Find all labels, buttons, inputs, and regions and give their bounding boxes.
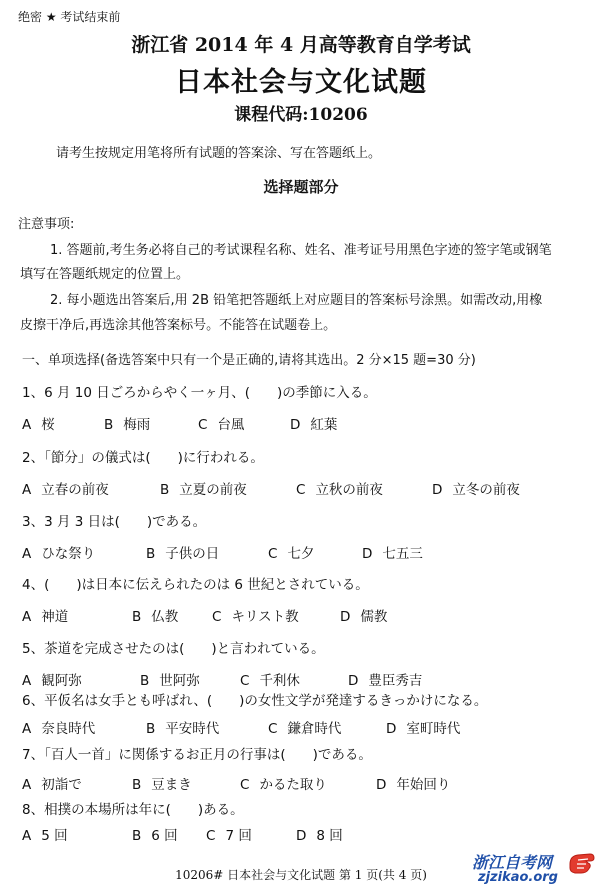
answer-option: [146, 717, 219, 737]
option-text: 室町時代: [406, 721, 461, 737]
question-options: [22, 478, 592, 498]
option-letter: D: [340, 609, 351, 625]
option-text: 仏教: [151, 609, 179, 625]
answer-option: [290, 413, 337, 433]
question-stem: 4、( )は日本に伝えられたのは 6 世紀とされている。: [22, 577, 369, 593]
option-text: 千利休: [259, 673, 300, 689]
answer-option: [296, 478, 383, 498]
option-text: 立春の前夜: [41, 482, 109, 498]
option-text: 6 回: [151, 828, 178, 844]
option-letter: A: [22, 721, 32, 737]
exam-title: 浙江省 2014 年 4 月高等教育自学考试: [131, 34, 471, 56]
course-code: 课程代码:10206: [234, 105, 368, 125]
option-text: 豆まき: [151, 777, 192, 793]
option-text: 初詣で: [41, 777, 82, 793]
option-text: 立夏の前夜: [179, 482, 247, 498]
answer-option: [212, 605, 299, 625]
option-text: 年始回り: [396, 777, 451, 793]
option-letter: B: [146, 546, 156, 562]
answer-option: [22, 542, 95, 562]
answer-option: [432, 478, 520, 498]
answer-option: [362, 542, 423, 562]
option-text: 奈良時代: [41, 721, 96, 737]
answer-option: [376, 773, 450, 793]
option-letter: A: [22, 673, 32, 689]
note-line: 1. 答题前,考生务必将自己的考试课程名称、姓名、准考证号用黑色字迹的签字笔或钢笔: [50, 243, 552, 258]
answer-option: [340, 605, 387, 625]
option-letter: C: [206, 828, 216, 844]
answer-option: [22, 773, 82, 793]
hand-icon: [566, 850, 596, 876]
answer-option: [132, 824, 178, 844]
option-text: 梅雨: [123, 417, 151, 433]
option-letter: D: [362, 546, 373, 562]
option-letter: C: [240, 673, 250, 689]
option-letter: B: [140, 673, 150, 689]
option-letter: B: [132, 609, 142, 625]
question-stem: 2、「節分」の儀式は( )に行われる。: [22, 450, 264, 466]
option-letter: A: [22, 777, 32, 793]
option-letter: C: [212, 609, 222, 625]
option-letter: C: [268, 546, 278, 562]
answer-option: [348, 669, 422, 689]
answer-option: [22, 824, 68, 844]
option-text: 豊臣秀吉: [368, 673, 423, 689]
option-letter: D: [296, 828, 307, 844]
option-text: 世阿弥: [159, 673, 200, 689]
option-text: 鎌倉時代: [287, 721, 342, 737]
answer-option: [296, 824, 343, 844]
subject-title: 日本社会与文化试题: [175, 67, 427, 98]
watermark-brand: 浙江自考网: [472, 853, 553, 872]
confidential-label: 绝密 ★ 考试结束前: [18, 10, 121, 24]
watermark-logo: [470, 848, 600, 892]
answer-option: [22, 413, 55, 433]
question-stem: 7、「百人一首」に関係するお正月の行事は( )である。: [22, 747, 372, 763]
answer-option: [22, 717, 95, 737]
option-text: 立冬の前夜: [452, 482, 520, 498]
question-stem: 8、相撲の本場所は年に( )ある。: [22, 802, 244, 818]
option-text: 立秋の前夜: [315, 482, 383, 498]
question-stem: 5、茶道を完成させたのは( )と言われている。: [22, 641, 325, 657]
option-text: 桜: [41, 417, 55, 433]
option-letter: C: [296, 482, 306, 498]
option-text: かるた取り: [259, 777, 327, 793]
option-text: 8 回: [316, 828, 343, 844]
question-stem: 1、6 月 10 日ごろからやく一ヶ月、( )の季節に入る。: [22, 385, 377, 401]
question-options: [22, 824, 592, 844]
answer-option: [240, 669, 300, 689]
answer-option: [206, 824, 252, 844]
question-stem: 3、3 月 3 日は( )である。: [22, 514, 207, 530]
answer-option: [240, 773, 327, 793]
option-letter: B: [132, 828, 142, 844]
option-letter: A: [22, 417, 32, 433]
option-letter: A: [22, 828, 32, 844]
option-text: ひな祭り: [41, 546, 96, 562]
option-letter: D: [290, 417, 301, 433]
option-letter: A: [22, 546, 32, 562]
answer-option: [160, 478, 247, 498]
option-letter: C: [268, 721, 278, 737]
answer-instruction: 请考生按规定用笔将所有试题的答案涂、写在答题纸上。: [56, 146, 382, 161]
option-letter: B: [160, 482, 170, 498]
note-line: 皮擦干净后,再选涂其他答案标号。不能答在试题卷上。: [20, 318, 337, 333]
question-options: [22, 773, 592, 793]
note-line: 填写在答题纸规定的位置上。: [20, 267, 190, 282]
answer-option: [132, 605, 178, 625]
answer-option: [22, 669, 82, 689]
page-footer: 10206# 日本社会与文化试题 第 1 页(共 4 页): [175, 868, 427, 882]
option-text: 紅葉: [310, 417, 338, 433]
option-letter: B: [132, 777, 142, 793]
watermark-domain: zjzikao.org: [478, 870, 558, 885]
option-text: 子供の日: [165, 546, 220, 562]
answer-option: [132, 773, 192, 793]
option-text: 7 回: [225, 828, 252, 844]
question-options: [22, 669, 592, 689]
answer-option: [268, 542, 314, 562]
option-letter: D: [386, 721, 397, 737]
option-letter: C: [198, 417, 208, 433]
option-letter: A: [22, 609, 32, 625]
option-letter: B: [104, 417, 114, 433]
answer-option: [268, 717, 341, 737]
option-text: 神道: [41, 609, 69, 625]
option-text: 平安時代: [165, 721, 220, 737]
option-letter: C: [240, 777, 250, 793]
answer-option: [140, 669, 200, 689]
question-options: [22, 717, 592, 737]
option-text: 台風: [217, 417, 245, 433]
answer-option: [22, 605, 68, 625]
option-letter: D: [376, 777, 387, 793]
option-text: 七夕: [287, 546, 315, 562]
option-letter: D: [348, 673, 359, 689]
note-line: 2. 每小题选出答案后,用 2B 铅笔把答题纸上对应题目的答案标号涂黑。如需改动,用橡: [50, 293, 543, 308]
option-text: 七五三: [382, 546, 423, 562]
option-text: 5 回: [41, 828, 68, 844]
answer-option: [198, 413, 244, 433]
question-options: [22, 542, 592, 562]
part-heading: 一、单项选择(备选答案中只有一个是正确的,请将其选出。2 分×15 题=30 分): [22, 353, 476, 368]
option-letter: B: [146, 721, 156, 737]
option-text: 儒教: [360, 609, 388, 625]
option-text: キリスト教: [231, 609, 299, 625]
option-text: 観阿弥: [41, 673, 82, 689]
option-letter: D: [432, 482, 443, 498]
question-options: [22, 605, 592, 625]
answer-option: [22, 478, 109, 498]
answer-option: [146, 542, 219, 562]
question-options: [22, 413, 592, 433]
section-heading: 选择题部分: [263, 178, 339, 196]
option-letter: A: [22, 482, 32, 498]
notes-heading: 注意事项:: [18, 217, 75, 232]
question-stem: 6、平仮名は女手とも呼ばれ、( )の女性文学が発達するきっかけになる。: [22, 693, 488, 709]
answer-option: [104, 413, 150, 433]
answer-option: [386, 717, 460, 737]
